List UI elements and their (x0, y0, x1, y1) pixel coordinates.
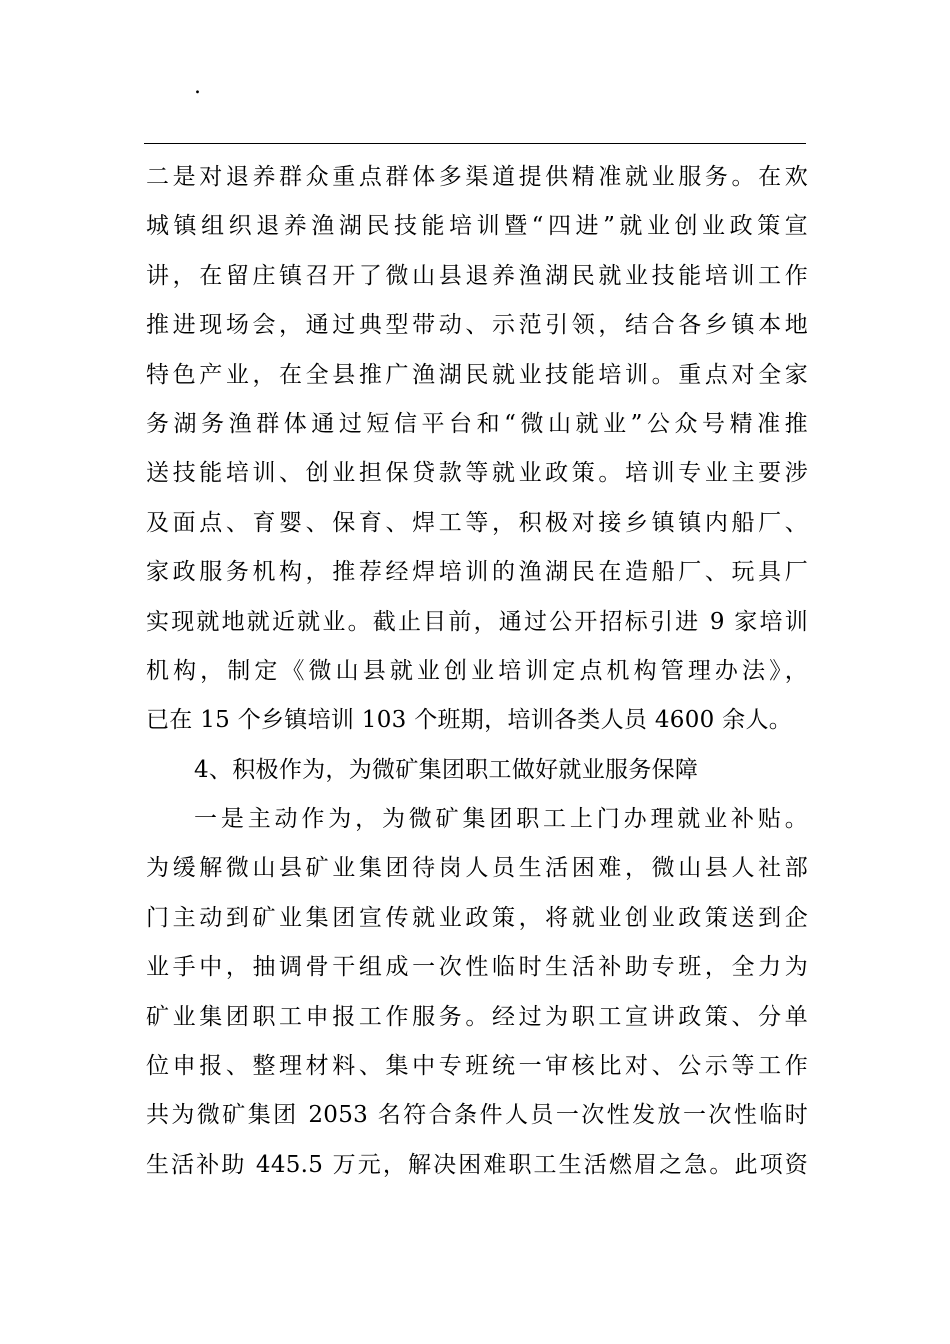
section-heading: 4、积极作为，为微矿集团职工做好就业服务保障 (194, 756, 699, 783)
text-line: 家政服务机构，推荐经焊培训的渔湖民在造船厂、玩具厂 (146, 559, 808, 586)
text-line: 位申报、整理材料、集中专班统一审核比对、公示等工作 (146, 1053, 808, 1080)
text-line: 一是主动作为，为微矿集团职工上门办理就业补贴。 (194, 806, 808, 833)
text-line: 生活补助 445.5 万元，解决困难职工生活燃眉之急。此项资 (146, 1151, 808, 1178)
text-line: 二是对退养群众重点群体多渠道提供精准就业服务。在欢 (146, 164, 808, 190)
header-rule (144, 143, 806, 144)
text-line: 已在 15 个乡镇培训 103 个班期，培训各类人员 4600 余人。 (146, 707, 793, 734)
text-line: 特色产业，在全县推广渔湖民就业技能培训。重点对全家 (146, 361, 808, 388)
text-line: 业手中，抽调骨干组成一次性临时生活补助专班，全力为 (146, 954, 808, 981)
text-line: 为缓解微山县矿业集团待岗人员生活困难，微山县人社部 (146, 855, 808, 882)
text-line: 门主动到矿业集团宣传就业政策，将就业创业政策送到企 (146, 904, 808, 931)
text-line: 及面点、育婴、保育、焊工等，积极对接乡镇镇内船厂、 (146, 509, 808, 536)
text-line: 推进现场会，通过典型带动、示范引领，结合各乡镇本地 (146, 312, 808, 339)
text-line: 城镇组织退养渔湖民技能培训暨“四进”就业创业政策宣 (146, 213, 808, 240)
text-line: 机构，制定《微山县就业创业培训定点机构管理办法》， (146, 657, 808, 684)
text-line: 共为微矿集团 2053 名符合条件人员一次性发放一次性临时 (146, 1102, 808, 1129)
text-line: 送技能培训、创业担保贷款等就业政策。培训专业主要涉 (146, 460, 808, 487)
text-line: 讲，在留庄镇召开了微山县退养渔湖民就业技能培训工作 (146, 262, 808, 289)
document-body (146, 153, 808, 1190)
header-mark: . (194, 74, 201, 99)
text-line: 务湖务渔群体通过短信平台和“微山就业”公众号精准推 (146, 410, 808, 437)
text-line: 矿业集团职工申报工作服务。经过为职工宣讲政策、分单 (146, 1003, 808, 1030)
text-line: 实现就地就近就业。截止目前，通过公开招标引进 9 家培训 (146, 608, 808, 635)
